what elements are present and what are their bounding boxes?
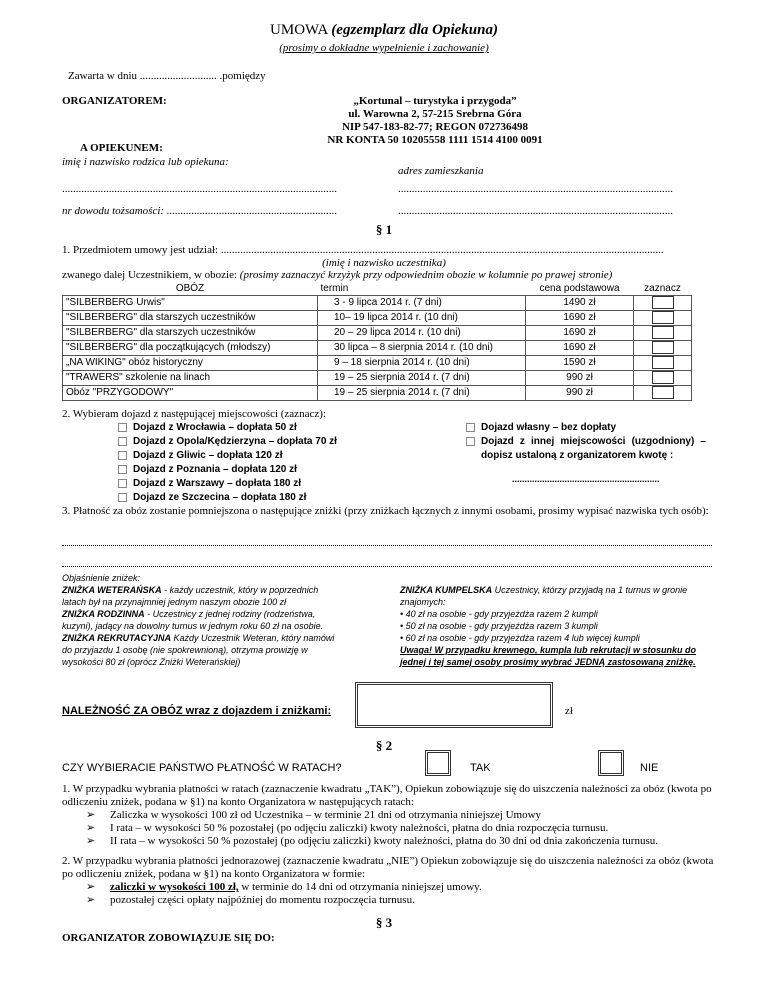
- discount-explanations-right: ZNIŻKA KUMPELSKA Uczestnicy, którzy przyjadą na 1 turnus w gronie znajomych: • 40 zł na osobie - gdy przyjeżdża razem 2 kumpli • 50 zł na osobie - gdy przyjeżdża razem 3 kumpli • 60 zł na osobie - gdy przyjeżdża razem 4 lub więcej kumpli Uwaga! W przypadku krewnego, kumpla lub rekrutacji w stosunku do jednej i tej samej osoby prosimy wybrać JEDNĄ zastosowaną zniżkę.: [400, 585, 697, 667]
- table-row: "TRAWERS" szkolenie na linach 19 – 25 sierpnia 2014 r. (7 dni) 990 zł: [63, 370, 692, 385]
- address-label: adres zamieszkania: [398, 165, 484, 177]
- participant-line[interactable]: 1. Przedmiotem umowy jest udział: .................................................................................................................................................................: [62, 244, 664, 256]
- table-row: "SILBERBERG" dla starszych uczestników 10– 19 lipca 2014 r. (10 dni) 1690 zł: [63, 310, 692, 325]
- transport-checkbox[interactable]: [466, 437, 475, 446]
- participant-sublabel: (imię i nazwisko uczestnika): [322, 257, 446, 269]
- guardian-label: A OPIEKUNEM:: [80, 142, 163, 154]
- table-row: "SILBERBERG" dla starszych uczestników 20 – 29 lipca 2014 r. (10 dni) 1690 zł: [63, 325, 692, 340]
- transport-checkbox[interactable]: [118, 423, 127, 432]
- document-title: UMOWA (egzemplarz dla Opiekuna): [270, 22, 498, 38]
- camp-checkbox[interactable]: [652, 326, 674, 339]
- section-3-heading: § 3: [375, 915, 393, 930]
- section-1-heading: § 1: [375, 222, 393, 237]
- camp-checkbox[interactable]: [652, 341, 674, 354]
- transport-options-left: Dojazd z Wrocławia – dopłata 50 zł Dojazd z Opola/Kędzierzyna – dopłata 70 zł Dojazd z Gliwic – dopłata 120 zł Dojazd z Poznania – dopłata 120 zł Dojazd z Warszawy – dopłata 180 zł Dojazd ze Szczecina – dopłata 180 zł: [118, 421, 337, 505]
- id-number-field[interactable]: nr dowodu tożsamości: ..............................................................: [62, 205, 338, 217]
- transport-amount-field[interactable]: ...........................................................: [512, 474, 660, 484]
- total-label: NALEŻNOŚĆ ZA OBÓZ wraz z dojazdem i zniżkami:: [62, 705, 332, 717]
- transport-question: 2. Wybieram dojazd z następującej miejscowości (zaznacz):: [62, 408, 326, 420]
- single-payment-paragraph: 2. W przypadku wybrania płatności jednorazowej (zaznaczenie kwadratu „NIE”) Opiekun zobowiązuje się do uiszczenia należności za obóz (kwota po odliczeniu zniżek, podana w §1) na konto Organizatora w formie: ➢ zaliczki w wysokości 100 zł, w terminie do 14 dni od otrzymania niniejszej umowy. ➢ pozostałej części opłaty najpóźniej do momentu rozpoczęcia turnusu.: [62, 855, 714, 907]
- address-field-1[interactable]: ....................................................................................................: [398, 183, 673, 195]
- transport-options-right: Dojazd własny – bez dopłaty Dojazd z innej miejscowości (uzgodniony) – dopisz ustaloną z organizatorem kwotę :: [466, 421, 706, 463]
- discount-intro: 3. Płatność za obóz zostanie pomniejszona o następujące zniżki (przy zniżkach łącznych z innymi osobami, prosimy wypisać nazwiska tych osób):: [62, 505, 709, 517]
- total-amount-box[interactable]: [355, 682, 553, 728]
- table-row: "SILBERBERG Urwis" 3 - 9 lipca 2014 r. (7 dni) 1490 zł: [63, 295, 692, 310]
- installments-paragraph: 1. W przypadku wybrania płatności w ratach (zaznaczenie kwadratu „TAK”), Opiekun zobowiązuje się do uiszczenia należności za obóz (kwota po odliczeniu zniżek, podana w §1) na konto Organizatora w następujących ratach: ➢ Zaliczka w wysokości 100 zł od Uczestnika – w terminie 21 dni od otrzymania niniejszej Umowy ➢ I rata – w wysokości 50 % pozostałej (po odjęciu zaliczki) kwoty należności, płatna do dnia rozpoczęcia turnusu. ➢ II rata – w wysokości 50 % pozostałej (po odjęciu zaliczki) kwoty należności, płatna do 30 dni od dnia zakończenia turnusu.: [62, 783, 714, 848]
- discount-names-line-2[interactable]: [62, 557, 712, 567]
- transport-checkbox[interactable]: [466, 423, 475, 432]
- organizer-obliges-heading: ORGANIZATOR ZOBOWIĄZUJE SIĘ DO:: [62, 932, 275, 944]
- col-price: cena podstawowa: [539, 283, 620, 295]
- camp-checkbox[interactable]: [652, 296, 674, 309]
- table-row: Obóz "PRZYGODOWY" 19 – 25 sierpnia 2014 r. (7 dni) 990 zł: [63, 385, 692, 400]
- camp-line: zwanego dalej Uczestnikiem, w obozie: (prosimy zaznaczyć krzyżyk przy odpowiednim obozie w kolumnie po prawej stronie): [62, 269, 613, 281]
- discount-names-line-1[interactable]: [62, 536, 712, 546]
- document-subtitle: (prosimy o dokładne wypełnienie i zachowanie): [279, 42, 489, 54]
- total-unit: zł: [565, 705, 573, 717]
- concluded-line: Zawarta w dniu ............................ .pomiędzy: [68, 70, 266, 82]
- transport-checkbox[interactable]: [118, 493, 127, 502]
- col-camp: OBÓZ: [175, 283, 205, 295]
- table-row: „NA WIKING" obóz historyczny 9 – 18 sierpnia 2014 r. (10 dni) 1590 zł: [63, 355, 692, 370]
- col-mark: zaznacz: [644, 283, 681, 295]
- guardian-name-label: imię i nazwisko rodzica lub opiekuna:: [62, 156, 229, 168]
- transport-checkbox[interactable]: [118, 451, 127, 460]
- camp-checkbox[interactable]: [652, 356, 674, 369]
- camp-checkbox[interactable]: [652, 311, 674, 324]
- guardian-name-field[interactable]: ....................................................................................................: [62, 183, 337, 195]
- installments-question: CZY WYBIERACIE PAŃSTWO PŁATNOŚĆ W RATACH?: [62, 762, 342, 774]
- installments-no-checkbox[interactable]: [598, 750, 624, 776]
- installments-no-label: NIE: [640, 762, 659, 774]
- camps-table: [62, 283, 692, 401]
- discount-explanations-left: Objaśnienie zniżek: ZNIŻKA WETERAŃSKA - każdy uczestnik, który w poprzednich latach był na przynajmniej jednym naszym obozie 100 zł ZNIŻKA RODZINNA - Uczestnicy z jednej rodziny (rodzeństwa, kuzyni), jadący na dowolny turnus w jednym roku 60 zł na osobie. ZNIŻKA REKRUTACYJNA Każdy Uczestnik Weteran, który namówi do przyjazdu 1 osobę (nie spokrewnioną), otrzyma prowizję w wysokości 80 zł (oprócz Zniżki Weterańskiej): [62, 573, 335, 667]
- transport-checkbox[interactable]: [118, 437, 127, 446]
- transport-checkbox[interactable]: [118, 479, 127, 488]
- installments-yes-checkbox[interactable]: [425, 750, 451, 776]
- transport-checkbox[interactable]: [118, 465, 127, 474]
- table-row: "SILBERBERG" dla początkujących (młodszy) 30 lipca – 8 sierpnia 2014 r. (10 dni) 1690 zł: [63, 340, 692, 355]
- col-date: termin: [320, 283, 349, 295]
- organizer-details: „Kortunal – turystyka i przygoda” ul. Warowna 2, 57-215 Srebrna Góra NIP 547-183-82-77; REGON 072736498 NR KONTA 50 10205558 1111 1514 4100 0091: [327, 95, 543, 146]
- camp-checkbox[interactable]: [652, 386, 674, 399]
- organizer-label: ORGANIZATOREM:: [62, 95, 167, 107]
- address-field-2[interactable]: ....................................................................................................: [398, 205, 673, 217]
- camp-checkbox[interactable]: [652, 371, 674, 384]
- section-2-heading: § 2: [375, 738, 393, 753]
- installments-yes-label: TAK: [470, 762, 491, 774]
